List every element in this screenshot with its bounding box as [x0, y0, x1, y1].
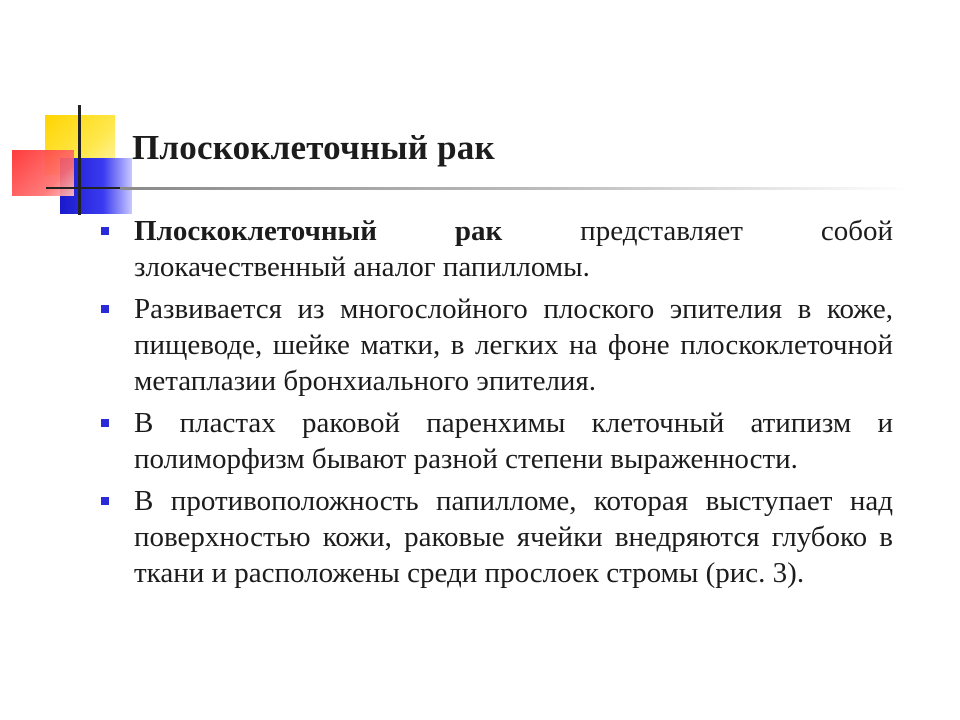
- square-bullet-icon: [101, 305, 109, 313]
- bullet-item: [98, 291, 893, 399]
- red-square: [12, 150, 74, 196]
- bullet-strong-text: Плоскоклеточный рак: [134, 215, 503, 247]
- square-bullet-icon: [101, 497, 109, 505]
- title-underline: [120, 187, 910, 190]
- square-bullet-icon: [101, 419, 109, 427]
- bullet-text: В пластах раковой паренхимы клеточный атипизм и полиморфизм бывают разной степени выраженности.: [134, 407, 893, 475]
- bullet-text: представляет собой злокачественный аналог папилломы.: [134, 215, 893, 283]
- bullet-text: В противоположность папилломе, которая выступает над поверхностью кожи, раковые ячейки внедряются глубоко в ткани и расположены среди прослоек стромы (рис. 3).: [134, 485, 893, 589]
- bullet-text: Развивается из многослойного плоского эпителия в коже, пищеводе, шейке матки, в легких на фоне плоскоклеточной метаплазии бронхиального эпителия.: [134, 293, 893, 397]
- bullet-item: [98, 483, 893, 591]
- vertical-line: [78, 105, 81, 215]
- square-bullet-icon: [101, 227, 109, 235]
- decorative-logo-blocks: [0, 0, 140, 230]
- bullet-item: [98, 213, 893, 285]
- bullet-list: [98, 213, 893, 597]
- bullet-item: [98, 405, 893, 477]
- slide-title: Плоскоклеточный рак: [132, 128, 495, 167]
